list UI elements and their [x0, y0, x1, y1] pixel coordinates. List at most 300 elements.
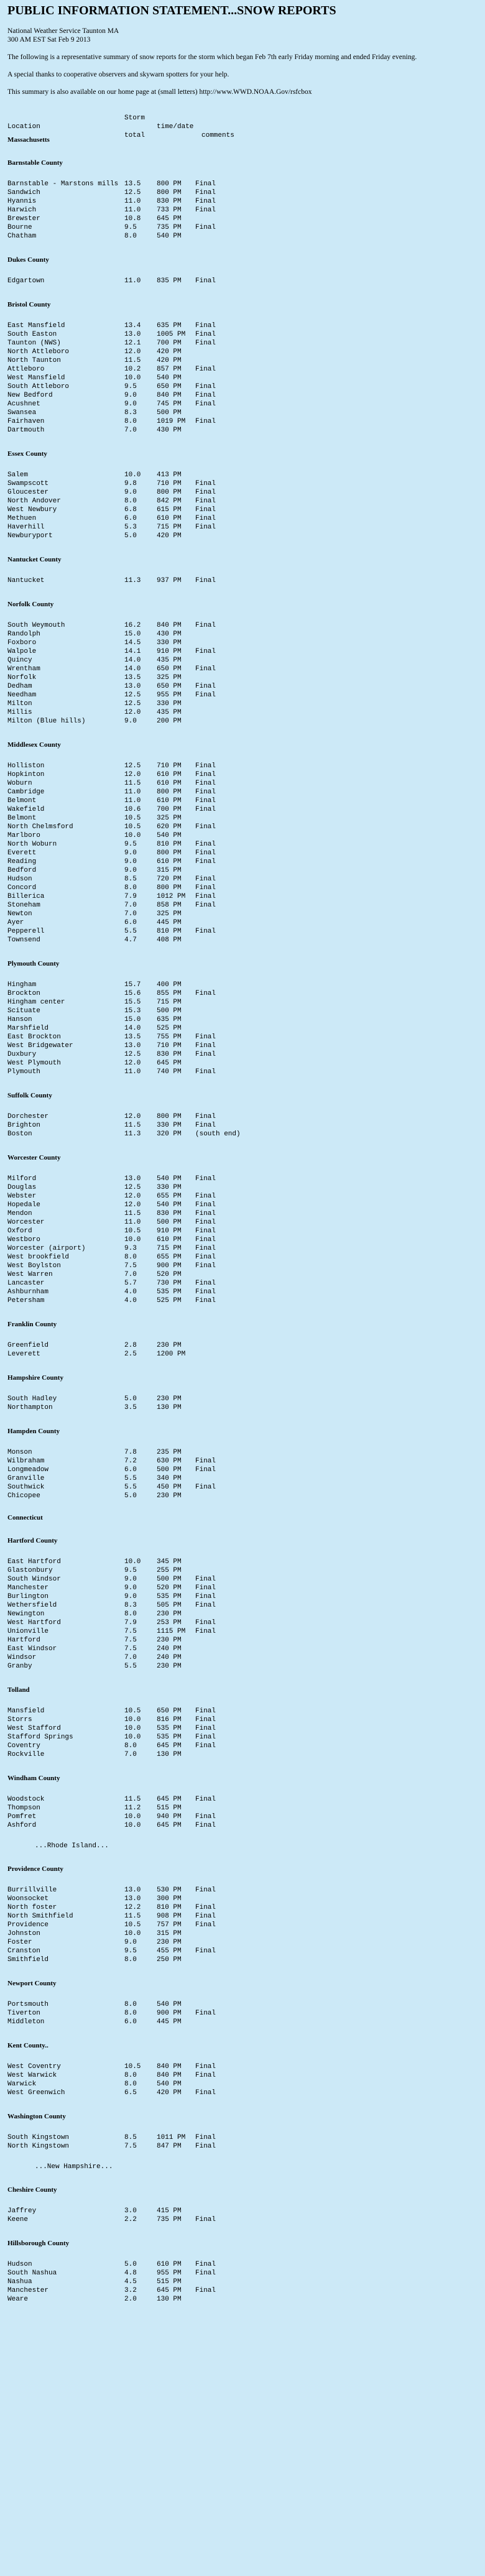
- comment-cell: Final: [195, 1733, 216, 1741]
- table-row: [7, 321, 478, 330]
- comment-cell: Final: [195, 990, 216, 997]
- location-cell: Tiverton: [7, 2010, 40, 2017]
- county-heading: Nantucket County: [7, 556, 62, 563]
- time-cell: 325 PM: [157, 910, 182, 918]
- time-cell: 610 PM: [157, 780, 182, 787]
- table-row: [7, 814, 478, 823]
- table-row: [7, 1068, 478, 1076]
- table-row: [7, 1007, 478, 1015]
- location-cell: Harwich: [7, 206, 37, 214]
- snow-total-cell: 10.5: [124, 1227, 141, 1235]
- snow-total-cell: 11.0: [124, 277, 141, 285]
- time-cell: 858 PM: [157, 902, 182, 909]
- location-cell: Hudson: [7, 875, 32, 883]
- comment-cell: Final: [195, 893, 216, 900]
- comment-cell: Final: [195, 322, 216, 330]
- time-cell: 330 PM: [157, 700, 182, 708]
- time-cell: 240 PM: [157, 1645, 182, 1653]
- time-cell: 745 PM: [157, 400, 182, 408]
- location-cell: Rockville: [7, 1751, 45, 1758]
- location-cell: Brighton: [7, 1122, 40, 1129]
- state-heading: Connecticut: [7, 1514, 43, 1521]
- time-cell: 535 PM: [157, 1593, 182, 1600]
- snow-total-cell: 15.7: [124, 981, 141, 989]
- location-cell: Unionville: [7, 1628, 49, 1635]
- time-cell: 842 PM: [157, 497, 182, 505]
- table-row: [7, 400, 478, 409]
- snow-total-cell: 10.5: [124, 1707, 141, 1715]
- time-cell: 610 PM: [157, 771, 182, 778]
- location-cell: Storrs: [7, 1716, 32, 1724]
- comment-cell: Final: [195, 1593, 216, 1600]
- county-heading: Windham County: [7, 1775, 60, 1782]
- time-cell: 250 PM: [157, 1956, 182, 1964]
- snow-total-cell: 12.5: [124, 189, 141, 196]
- time-cell: 415 PM: [157, 2207, 182, 2215]
- table-row: [7, 1929, 478, 1938]
- location-cell: Swampscott: [7, 480, 49, 487]
- location-cell: Northampton: [7, 1404, 53, 1411]
- comment-cell: Final: [195, 2261, 216, 2268]
- time-cell: 500 PM: [157, 1466, 182, 1474]
- table-row: [7, 1921, 478, 1929]
- location-cell: North Kingstown: [7, 2143, 70, 2150]
- time-cell: 645 PM: [157, 1059, 182, 1067]
- snow-total-cell: 6.0: [124, 2018, 137, 2026]
- location-cell: East Hartford: [7, 1558, 61, 1566]
- comment-cell: Final: [195, 928, 216, 935]
- time-cell: 1115 PM: [157, 1628, 186, 1635]
- location-cell: Petersham: [7, 1297, 45, 1304]
- county-heading: Suffolk County: [7, 1092, 52, 1099]
- time-cell: 315 PM: [157, 867, 182, 874]
- location-cell: Townsend: [7, 936, 40, 944]
- table-row: [7, 770, 478, 779]
- table-row: [7, 488, 478, 497]
- table-row: [7, 1395, 478, 1403]
- time-cell: 525 PM: [157, 1025, 182, 1032]
- time-cell: 615 PM: [157, 506, 182, 514]
- location-cell: Granby: [7, 1663, 32, 1670]
- county-heading: Barnstable County: [7, 159, 63, 167]
- table-row: [7, 1895, 478, 1903]
- comment-cell: Final: [195, 1219, 216, 1226]
- time-cell: 645 PM: [157, 2287, 182, 2294]
- table-row: [7, 691, 478, 699]
- snow-total-cell: 8.0: [124, 2080, 137, 2088]
- snow-total-cell: 5.0: [124, 2261, 137, 2268]
- time-cell: 635 PM: [157, 322, 182, 330]
- time-cell: 540 PM: [157, 233, 182, 240]
- time-cell: 840 PM: [157, 2063, 182, 2070]
- table-row: [7, 1350, 478, 1359]
- location-cell: Southwick: [7, 1484, 45, 1491]
- comment-cell: Final: [195, 849, 216, 857]
- snow-total-cell: 9.0: [124, 1576, 137, 1583]
- time-cell: 430 PM: [157, 630, 182, 638]
- comment-cell: Final: [195, 2089, 216, 2097]
- location-cell: Bedford: [7, 867, 37, 874]
- time-cell: 645 PM: [157, 215, 182, 223]
- table-row: [7, 1183, 478, 1192]
- table-row: [7, 665, 478, 673]
- county-heading: Hartford County: [7, 1537, 58, 1544]
- comment-cell: Final: [195, 875, 216, 883]
- time-cell: 830 PM: [157, 198, 182, 205]
- snow-total-cell: 15.5: [124, 999, 141, 1006]
- time-cell: 325 PM: [157, 815, 182, 822]
- table-row: [7, 1627, 478, 1636]
- snow-total-cell: 4.8: [124, 2269, 137, 2277]
- snow-total-cell: 10.0: [124, 374, 141, 382]
- table-row: [7, 857, 478, 866]
- comment-cell: Final: [195, 823, 216, 831]
- time-cell: 230 PM: [157, 1395, 182, 1403]
- time-cell: 610 PM: [157, 2261, 182, 2268]
- table-row: [7, 849, 478, 857]
- time-cell: 610 PM: [157, 515, 182, 522]
- comment-cell: Final: [195, 206, 216, 214]
- location-cell: Thompson: [7, 1804, 40, 1812]
- location-cell: Holliston: [7, 762, 45, 770]
- snow-total-cell: 14.0: [124, 665, 141, 673]
- location-cell: West Coventry: [7, 2063, 61, 2070]
- table-row: [7, 699, 478, 708]
- snow-total-cell: 5.0: [124, 1395, 137, 1403]
- snow-total-cell: 3.2: [124, 2287, 137, 2294]
- table-row: [7, 910, 478, 918]
- time-cell: 230 PM: [157, 1492, 182, 1500]
- location-cell: Jaffrey: [7, 2207, 37, 2215]
- comment-cell: Final: [195, 858, 216, 866]
- time-cell: 540 PM: [157, 2001, 182, 2008]
- snow-total-cell: 3.5: [124, 1404, 137, 1411]
- time-cell: 937 PM: [157, 577, 182, 584]
- table-row: [7, 717, 478, 726]
- time-cell: 655 PM: [157, 1193, 182, 1200]
- time-cell: 535 PM: [157, 1733, 182, 1741]
- table-row: [7, 1636, 478, 1645]
- time-cell: 540 PM: [157, 2080, 182, 2088]
- snow-total-cell: 9.0: [124, 849, 137, 857]
- state-heading: Massachusetts: [7, 136, 50, 144]
- table-row: [7, 1662, 478, 1671]
- time-cell: 610 PM: [157, 797, 182, 805]
- county-heading: Bristol County: [7, 301, 51, 308]
- location-cell: Newton: [7, 910, 32, 918]
- table-row: [7, 884, 478, 892]
- comment-cell: Final: [195, 2072, 216, 2079]
- snow-total-cell: 14.1: [124, 648, 141, 655]
- time-cell: 540 PM: [157, 1201, 182, 1209]
- comment-cell: Final: [195, 1813, 216, 1821]
- comment-cell: Final: [195, 691, 216, 699]
- time-cell: 735 PM: [157, 224, 182, 231]
- location-cell: East Windsor: [7, 1645, 57, 1653]
- comment-cell: Final: [195, 902, 216, 909]
- time-cell: 530 PM: [157, 1886, 182, 1894]
- time-cell: 645 PM: [157, 1796, 182, 1803]
- snow-total-cell: 8.0: [124, 2010, 137, 2017]
- location-cell: Woonsocket: [7, 1895, 49, 1903]
- time-cell: 535 PM: [157, 1725, 182, 1732]
- table-row: [7, 639, 478, 647]
- table-row: [7, 1955, 478, 1964]
- table-row: [7, 805, 478, 814]
- location-cell: Smithfield: [7, 1956, 49, 1964]
- time-cell: 855 PM: [157, 990, 182, 997]
- table-row: [7, 1341, 478, 1350]
- time-cell: 130 PM: [157, 1404, 182, 1411]
- snow-total-cell: 10.5: [124, 1921, 141, 1929]
- table-row: [7, 630, 478, 639]
- snow-total-cell: 8.0: [124, 233, 137, 240]
- county-heading: Norfolk County: [7, 601, 54, 608]
- comment-cell: Final: [195, 1297, 216, 1304]
- snow-total-cell: 15.0: [124, 1016, 141, 1023]
- location-cell: Milton (Blue hills): [7, 718, 86, 725]
- time-cell: 515 PM: [157, 1804, 182, 1812]
- snow-total-cell: 15.6: [124, 990, 141, 997]
- location-cell: Manchester: [7, 1584, 49, 1592]
- location-cell: Johnston: [7, 1930, 40, 1937]
- snow-total-cell: 11.5: [124, 1913, 141, 1920]
- table-row: [7, 1645, 478, 1653]
- location-cell: Keene: [7, 2216, 29, 2223]
- table-row: [7, 1130, 478, 1138]
- issue-time-line: 300 AM EST Sat Feb 9 2013: [7, 36, 91, 44]
- comment-cell: Final: [195, 841, 216, 848]
- location-cell: Stafford Springs: [7, 1733, 73, 1741]
- time-cell: 315 PM: [157, 1930, 182, 1937]
- time-cell: 230 PM: [157, 1342, 182, 1349]
- snow-total-cell: 8.3: [124, 1602, 137, 1609]
- snow-total-cell: 14.0: [124, 657, 141, 664]
- time-cell: 255 PM: [157, 1567, 182, 1574]
- snow-total-cell: 9.5: [124, 224, 137, 231]
- location-cell: Hanson: [7, 1016, 32, 1023]
- time-cell: 733 PM: [157, 206, 182, 214]
- table-row: [7, 2080, 478, 2089]
- location-cell: Attleboro: [7, 366, 45, 373]
- snow-total-cell: 9.0: [124, 858, 137, 866]
- location-cell: South Windsor: [7, 1576, 61, 1583]
- time-cell: 715 PM: [157, 999, 182, 1006]
- table-row: [7, 1033, 478, 1041]
- table-row: [7, 188, 478, 197]
- table-row: [7, 471, 478, 479]
- snow-total-cell: 13.4: [124, 322, 141, 330]
- location-cell: Ashford: [7, 1822, 37, 1829]
- snow-total-cell: 3.0: [124, 2207, 137, 2215]
- county-heading: Tolland: [7, 1686, 30, 1694]
- snow-total-cell: 10.0: [124, 1813, 141, 1821]
- time-cell: 500 PM: [157, 1576, 182, 1583]
- snow-total-cell: 10.2: [124, 366, 141, 373]
- location-cell: Wrentham: [7, 665, 40, 673]
- snow-total-cell: 8.0: [124, 497, 137, 505]
- table-row: [7, 1715, 478, 1724]
- comment-cell: Final: [195, 1262, 216, 1270]
- snow-total-cell: 11.3: [124, 577, 141, 584]
- time-cell: 515 PM: [157, 2278, 182, 2286]
- time-cell: 408 PM: [157, 936, 182, 944]
- time-cell: 910 PM: [157, 648, 182, 655]
- location-cell: Duxbury: [7, 1051, 37, 1058]
- snow-total-cell: 12.0: [124, 771, 141, 778]
- snow-total-cell: 6.5: [124, 2089, 137, 2097]
- location-cell: Hopedale: [7, 1201, 40, 1209]
- location-cell: Oxford: [7, 1227, 32, 1235]
- table-row: [7, 1015, 478, 1024]
- snow-total-cell: 6.0: [124, 515, 137, 522]
- snow-total-cell: 7.0: [124, 1654, 137, 1661]
- table-row: [7, 1575, 478, 1584]
- comment-cell: Final: [195, 1033, 216, 1041]
- snow-total-cell: 11.0: [124, 797, 141, 805]
- location-cell: North Smithfield: [7, 1913, 73, 1920]
- location-cell: Hingham center: [7, 999, 65, 1006]
- time-cell: 610 PM: [157, 1236, 182, 1244]
- comment-cell: Final: [195, 2063, 216, 2070]
- snow-total-cell: 8.0: [124, 884, 137, 892]
- comment-cell: Final: [195, 788, 216, 796]
- time-cell: 857 PM: [157, 366, 182, 373]
- snow-total-cell: 7.0: [124, 427, 137, 434]
- table-row: [7, 1566, 478, 1575]
- table-row: [7, 998, 478, 1007]
- table-row: [7, 215, 478, 223]
- comment-cell: Final: [195, 1288, 216, 1296]
- table-row: [7, 2215, 478, 2224]
- snow-total-cell: 8.0: [124, 2072, 137, 2079]
- comment-cell: Final: [195, 1457, 216, 1465]
- table-row: [7, 823, 478, 831]
- snow-total-cell: 4.0: [124, 1288, 137, 1296]
- table-row: [7, 1041, 478, 1050]
- table-row: [7, 1270, 478, 1279]
- snow-total-cell: 7.9: [124, 1619, 137, 1627]
- location-cell: Hyannis: [7, 198, 37, 205]
- time-cell: 645 PM: [157, 1742, 182, 1750]
- snow-total-cell: 8.0: [124, 1742, 137, 1750]
- location-cell: North foster: [7, 1904, 57, 1911]
- location-cell: Lancaster: [7, 1280, 45, 1287]
- location-cell: West brookfield: [7, 1253, 70, 1261]
- time-cell: 1005 PM: [157, 331, 186, 338]
- table-row: [7, 1244, 478, 1253]
- snow-total-cell: 12.0: [124, 709, 141, 716]
- location-cell: Concord: [7, 884, 37, 892]
- location-cell: Hopkinton: [7, 771, 45, 778]
- comment-cell: Final: [195, 331, 216, 338]
- table-row: [7, 1059, 478, 1068]
- table-row: [7, 1227, 478, 1235]
- time-cell: 230 PM: [157, 1637, 182, 1644]
- location-cell: Coventry: [7, 1742, 40, 1750]
- table-row: [7, 2286, 478, 2295]
- time-cell: 910 PM: [157, 1227, 182, 1235]
- table-row: [7, 391, 478, 400]
- table-row: [7, 1253, 478, 1262]
- time-cell: 520 PM: [157, 1271, 182, 1278]
- location-cell: Cambridge: [7, 788, 45, 796]
- comment-cell: Final: [195, 1236, 216, 1244]
- table-row: [7, 1121, 478, 1130]
- location-cell: Everett: [7, 849, 37, 857]
- table-row: [7, 1886, 478, 1895]
- column-location: Location: [7, 123, 40, 131]
- comment-cell: Final: [195, 524, 216, 531]
- location-cell: Chicopee: [7, 1492, 40, 1500]
- table-row: [7, 1457, 478, 1466]
- comment-cell: Final: [195, 762, 216, 770]
- location-cell: North Chelmsford: [7, 823, 73, 831]
- snow-total-cell: 11.0: [124, 198, 141, 205]
- time-cell: 900 PM: [157, 2010, 182, 2017]
- table-row: [7, 1050, 478, 1059]
- location-cell: Sandwich: [7, 189, 40, 196]
- time-cell: 1200 PM: [157, 1350, 186, 1358]
- snow-total-cell: 11.5: [124, 780, 141, 787]
- snow-total-cell: 10.5: [124, 2063, 141, 2070]
- comment-cell: Final: [195, 1280, 216, 1287]
- time-cell: 130 PM: [157, 1751, 182, 1758]
- comment-cell: Final: [195, 1484, 216, 1491]
- table-row: [7, 762, 478, 770]
- location-cell: Wethersfield: [7, 1602, 57, 1609]
- comment-cell: Final: [195, 622, 216, 629]
- table-row: [7, 1279, 478, 1288]
- comment-cell: Final: [195, 198, 216, 205]
- comment-cell: Final: [195, 1913, 216, 1920]
- table-row: [7, 927, 478, 936]
- location-cell: Burrillville: [7, 1886, 57, 1894]
- snow-total-cell: 7.5: [124, 1637, 137, 1644]
- comment-cell: Final: [195, 1201, 216, 1209]
- time-cell: 540 PM: [157, 1175, 182, 1183]
- time-cell: 800 PM: [157, 884, 182, 892]
- comment-cell: Final: [195, 1707, 216, 1715]
- table-row: [7, 479, 478, 488]
- snow-total-cell: 12.2: [124, 1904, 141, 1911]
- table-row: [7, 532, 478, 540]
- time-cell: 810 PM: [157, 1904, 182, 1911]
- homepage-paragraph: This summary is also available on our home page at (small letters) http://www.WWD.NOAA.Gov/rsfcbox: [7, 88, 312, 96]
- comment-cell: Final: [195, 515, 216, 522]
- table-row: [7, 1707, 478, 1715]
- table-row: [7, 348, 478, 356]
- location-cell: Cranston: [7, 1947, 40, 1955]
- time-cell: 130 PM: [157, 2296, 182, 2303]
- snow-total-cell: 8.0: [124, 418, 137, 425]
- location-cell: North Attleboro: [7, 348, 70, 356]
- county-heading: Providence County: [7, 1865, 63, 1873]
- snow-total-cell: 9.8: [124, 480, 137, 487]
- snow-total-cell: 12.5: [124, 691, 141, 699]
- time-cell: 500 PM: [157, 1007, 182, 1015]
- snow-total-cell: 8.3: [124, 409, 137, 417]
- location-cell: Granville: [7, 1475, 45, 1482]
- table-row: [7, 1938, 478, 1947]
- table-row: [7, 2295, 478, 2304]
- time-cell: 800 PM: [157, 180, 182, 188]
- time-cell: 230 PM: [157, 1610, 182, 1618]
- location-cell: East Brockton: [7, 1033, 61, 1041]
- snow-total-cell: 11.3: [124, 1130, 141, 1138]
- snow-total-cell: 10.0: [124, 1716, 141, 1724]
- location-cell: Greenfield: [7, 1342, 49, 1349]
